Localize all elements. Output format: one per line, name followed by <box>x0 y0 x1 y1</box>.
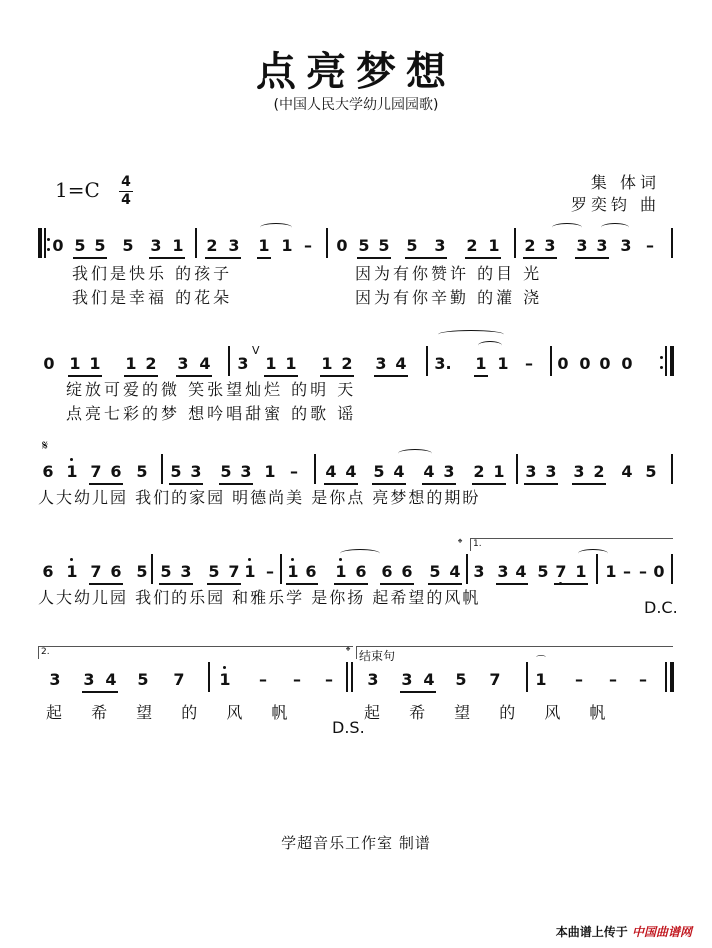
note: 5 <box>94 236 106 255</box>
note: 4 <box>515 562 527 581</box>
note: 4 <box>423 462 435 481</box>
note: – <box>266 562 274 581</box>
repeat-dot <box>660 356 663 359</box>
note: 3 <box>545 462 557 481</box>
site-logo: 中国曲谱网 <box>631 925 692 939</box>
lyrics-line1-verse2b: 因为有你辛勤 的灌 浇 <box>355 288 543 307</box>
final-barline <box>670 662 674 692</box>
tie <box>601 223 629 232</box>
repeat-dot <box>47 238 50 241</box>
note: 6 <box>381 562 393 581</box>
tie <box>578 549 608 558</box>
note: 1 <box>335 562 347 581</box>
staff-line-5 <box>38 644 674 696</box>
note: 5 <box>537 562 549 581</box>
octave-dot <box>70 458 73 461</box>
repeat-dot <box>47 248 50 251</box>
octave-dot <box>223 666 226 669</box>
underline <box>472 483 506 485</box>
note: 3 <box>525 462 537 481</box>
repeat-end-barline <box>670 346 674 376</box>
barline <box>550 346 552 376</box>
note: – <box>293 670 301 689</box>
barline <box>671 454 673 484</box>
underline <box>89 583 123 585</box>
note: 0 <box>599 354 611 373</box>
underline <box>286 583 318 585</box>
note: 2 <box>473 462 485 481</box>
barline <box>426 346 428 376</box>
da-capo-mark: D.C. <box>644 598 678 617</box>
note: 4 <box>345 462 357 481</box>
note: – <box>639 670 647 689</box>
underline <box>68 375 102 377</box>
note: 6 <box>305 562 317 581</box>
note: – <box>259 670 267 689</box>
note: 1 <box>66 562 78 581</box>
tie <box>398 449 432 458</box>
song-title: 点亮梦想 <box>256 49 456 95</box>
note: 1 <box>285 354 297 373</box>
dal-segno-mark: D.S. <box>332 718 365 737</box>
note: 2 <box>593 462 605 481</box>
underline <box>554 583 588 585</box>
underline <box>159 583 193 585</box>
note: 1 <box>493 462 505 481</box>
note: 3 <box>473 562 485 581</box>
underline <box>257 257 271 259</box>
note: 4 <box>395 354 407 373</box>
note: 4 <box>325 462 337 481</box>
tie <box>552 223 582 232</box>
note: 1 <box>575 562 587 581</box>
note: – <box>575 670 583 689</box>
note: – <box>609 670 617 689</box>
segno-sign: 𝄋 <box>42 438 49 454</box>
underline <box>207 583 241 585</box>
note: 3 <box>367 670 379 689</box>
second-ending-label: 2. <box>41 647 50 657</box>
tie <box>260 223 292 232</box>
repeat-start-barline <box>38 228 42 258</box>
barline <box>514 228 516 258</box>
note: 1 <box>535 670 547 689</box>
upload-prefix: 本曲谱上传于 <box>555 925 628 939</box>
note: 3 <box>434 236 446 255</box>
note: 5 <box>373 462 385 481</box>
underline <box>320 375 354 377</box>
barline <box>195 228 197 258</box>
tie <box>478 341 502 350</box>
barline <box>228 346 230 376</box>
second-ending-bracket <box>38 646 353 659</box>
note: 1 <box>89 354 101 373</box>
octave-dot <box>339 558 342 561</box>
barline <box>596 554 598 584</box>
note: 0 <box>557 354 569 373</box>
note: 4 <box>621 462 633 481</box>
note: 5 <box>137 670 149 689</box>
underline <box>523 257 557 259</box>
note: 3 <box>49 670 61 689</box>
meter-top: 4 <box>121 174 131 190</box>
note: 3 <box>150 236 162 255</box>
lyrics-line2-verse2: 点亮七彩的梦 想吟唱甜蜜 的歌 谣 <box>66 404 357 423</box>
underline <box>334 583 368 585</box>
lyrics-line1-verse2: 我们是幸福 的花朵 <box>72 288 233 307</box>
barline <box>208 662 210 692</box>
note: – <box>290 462 298 481</box>
note: 0 <box>43 354 55 373</box>
note: 0 <box>336 236 348 255</box>
note: 3 <box>620 236 632 255</box>
note: 0 <box>653 562 665 581</box>
note: 3. <box>434 354 452 373</box>
note: 5 <box>220 462 232 481</box>
note: 1 <box>219 670 231 689</box>
barline <box>516 454 518 484</box>
note: 1 <box>605 562 617 581</box>
octave-dot <box>291 558 294 561</box>
underline <box>474 375 488 377</box>
barline <box>151 554 153 584</box>
coda-label: 结束句 <box>359 649 396 663</box>
note: 3 <box>375 354 387 373</box>
note: 1 <box>69 354 81 373</box>
note: 7 <box>90 562 102 581</box>
barline <box>280 554 282 584</box>
note: 1 <box>125 354 137 373</box>
note: 2 <box>206 236 218 255</box>
note: 5 <box>645 462 657 481</box>
note: 3 <box>497 562 509 581</box>
note: 3 <box>401 670 413 689</box>
note: 5 <box>406 236 418 255</box>
note: 5 <box>429 562 441 581</box>
underline <box>219 483 253 485</box>
note: 4 <box>393 462 405 481</box>
barline <box>526 662 528 692</box>
underline <box>380 583 414 585</box>
coda-sign: 𝄌 <box>458 536 463 550</box>
note: – <box>304 236 312 255</box>
octave-dot <box>70 558 73 561</box>
underline <box>465 257 501 259</box>
note: 6 <box>42 562 54 581</box>
staff-line-4 <box>38 536 674 588</box>
note: 7 <box>555 562 567 581</box>
underline <box>124 375 158 377</box>
note: 7 <box>173 670 185 689</box>
first-ending-bracket <box>470 538 673 551</box>
note: 5 <box>170 462 182 481</box>
note: 6 <box>110 562 122 581</box>
note: 3 <box>576 236 588 255</box>
note: 1 <box>264 462 276 481</box>
underline <box>400 691 436 693</box>
lyrics-line2-verse1: 绽放可爱的微 笑张望灿烂 的明 天 <box>66 380 357 399</box>
fermata-icon: ⌒ <box>536 656 546 667</box>
note: 4 <box>449 562 461 581</box>
staff-line-3 <box>38 458 674 488</box>
tie <box>340 549 380 558</box>
lyricist-credit: 集 体词 <box>590 173 660 192</box>
note: 0 <box>621 354 633 373</box>
note: 1 <box>258 236 270 255</box>
note: 5 <box>358 236 370 255</box>
note: – <box>525 354 533 373</box>
note: 7 <box>90 462 102 481</box>
note: 6 <box>355 562 367 581</box>
underline <box>372 483 406 485</box>
note: – <box>646 236 654 255</box>
note: 5 <box>136 562 148 581</box>
lyrics-line5-a: 起 希 望 的 风 帆 <box>46 703 300 722</box>
note: 3 <box>596 236 608 255</box>
lyrics-line5-b: 起 希 望 的 风 帆 <box>364 703 618 722</box>
lyrics-line3: 人大幼儿园 我们的家园 明德尚美 是你点 亮梦想的期盼 <box>38 488 481 507</box>
note: – <box>623 562 631 581</box>
note: 3 <box>544 236 556 255</box>
note: 1 <box>265 354 277 373</box>
underline <box>422 483 456 485</box>
repeat-start-thin <box>44 228 46 258</box>
note: 3 <box>228 236 240 255</box>
coda-section-bracket <box>356 646 673 663</box>
barline <box>346 662 348 692</box>
note: 1 <box>244 562 256 581</box>
note: 7 <box>228 562 240 581</box>
note: 1 <box>66 462 78 481</box>
underline <box>428 583 462 585</box>
note: – <box>639 562 647 581</box>
note: 6 <box>110 462 122 481</box>
note: 2 <box>145 354 157 373</box>
underline <box>73 257 107 259</box>
barline <box>314 454 316 484</box>
note: 1 <box>281 236 293 255</box>
staff-line-1 <box>38 232 674 262</box>
lyrics-line1-verse1b: 因为有你赞许 的目 光 <box>355 264 543 283</box>
note: 2 <box>466 236 478 255</box>
final-barline-thin <box>665 662 667 692</box>
underline <box>169 483 203 485</box>
note: 1 <box>497 354 509 373</box>
note: 5 <box>208 562 220 581</box>
underline <box>264 375 298 377</box>
note: 3 <box>180 562 192 581</box>
note: 5 <box>160 562 172 581</box>
composer-credit: 罗奕钧 曲 <box>570 195 660 214</box>
note: 5 <box>74 236 86 255</box>
underline <box>374 375 408 377</box>
note: 7 <box>489 670 501 689</box>
note: 5 <box>455 670 467 689</box>
underline <box>205 257 241 259</box>
note: 3 <box>237 354 249 373</box>
barline <box>351 662 353 692</box>
underline <box>405 257 447 259</box>
note: 4 <box>199 354 211 373</box>
underline <box>572 483 606 485</box>
lyrics-line1-verse1: 我们是快乐 的孩子 <box>72 264 233 283</box>
note: 1 <box>172 236 184 255</box>
note: 4 <box>105 670 117 689</box>
lyrics-line4: 人大幼儿园 我们的乐园 和雅乐学 是你扬 起希望的风帆 <box>38 588 481 607</box>
barline <box>466 554 468 584</box>
repeat-dot <box>660 366 663 369</box>
note: 2 <box>524 236 536 255</box>
engraver-credit: 学超音乐工作室 制谱 <box>281 834 431 852</box>
note: 3 <box>443 462 455 481</box>
note: 3 <box>190 462 202 481</box>
note: 1 <box>321 354 333 373</box>
underline <box>324 483 358 485</box>
coda-sign: 𝄌 <box>346 644 351 658</box>
meter-bottom: 4 <box>121 192 131 208</box>
underline <box>524 483 558 485</box>
note: 5 <box>122 236 134 255</box>
underline <box>89 483 123 485</box>
underline <box>357 257 391 259</box>
barline <box>161 454 163 484</box>
barline <box>671 228 673 258</box>
note: 2 <box>341 354 353 373</box>
note: 4 <box>423 670 435 689</box>
upload-watermark <box>556 923 692 940</box>
note: 3 <box>177 354 189 373</box>
note: 3 <box>573 462 585 481</box>
note: 0 <box>52 236 64 255</box>
note: 1 <box>488 236 500 255</box>
barline <box>671 554 673 584</box>
repeat-end-thin <box>665 346 667 376</box>
note: 3 <box>240 462 252 481</box>
note: 0 <box>579 354 591 373</box>
note: 1 <box>287 562 299 581</box>
note: 6 <box>401 562 413 581</box>
note: 1 <box>475 354 487 373</box>
underline <box>149 257 185 259</box>
note: 6 <box>42 462 54 481</box>
note: 3 <box>83 670 95 689</box>
breath-mark: V <box>252 344 260 357</box>
song-subtitle: (中国人民大学幼儿园园歌) <box>273 97 439 113</box>
underline <box>496 583 528 585</box>
time-signature <box>118 174 134 209</box>
underline <box>176 375 212 377</box>
octave-dot <box>248 558 251 561</box>
note: 5 <box>378 236 390 255</box>
note: – <box>325 670 333 689</box>
staff-line-2 <box>38 344 674 380</box>
first-ending-label: 1. <box>473 539 482 549</box>
underline <box>575 257 609 259</box>
note: 5 <box>136 462 148 481</box>
key-signature: 1=C <box>55 178 100 202</box>
underline <box>82 691 118 693</box>
tie <box>438 330 504 339</box>
barline <box>326 228 328 258</box>
